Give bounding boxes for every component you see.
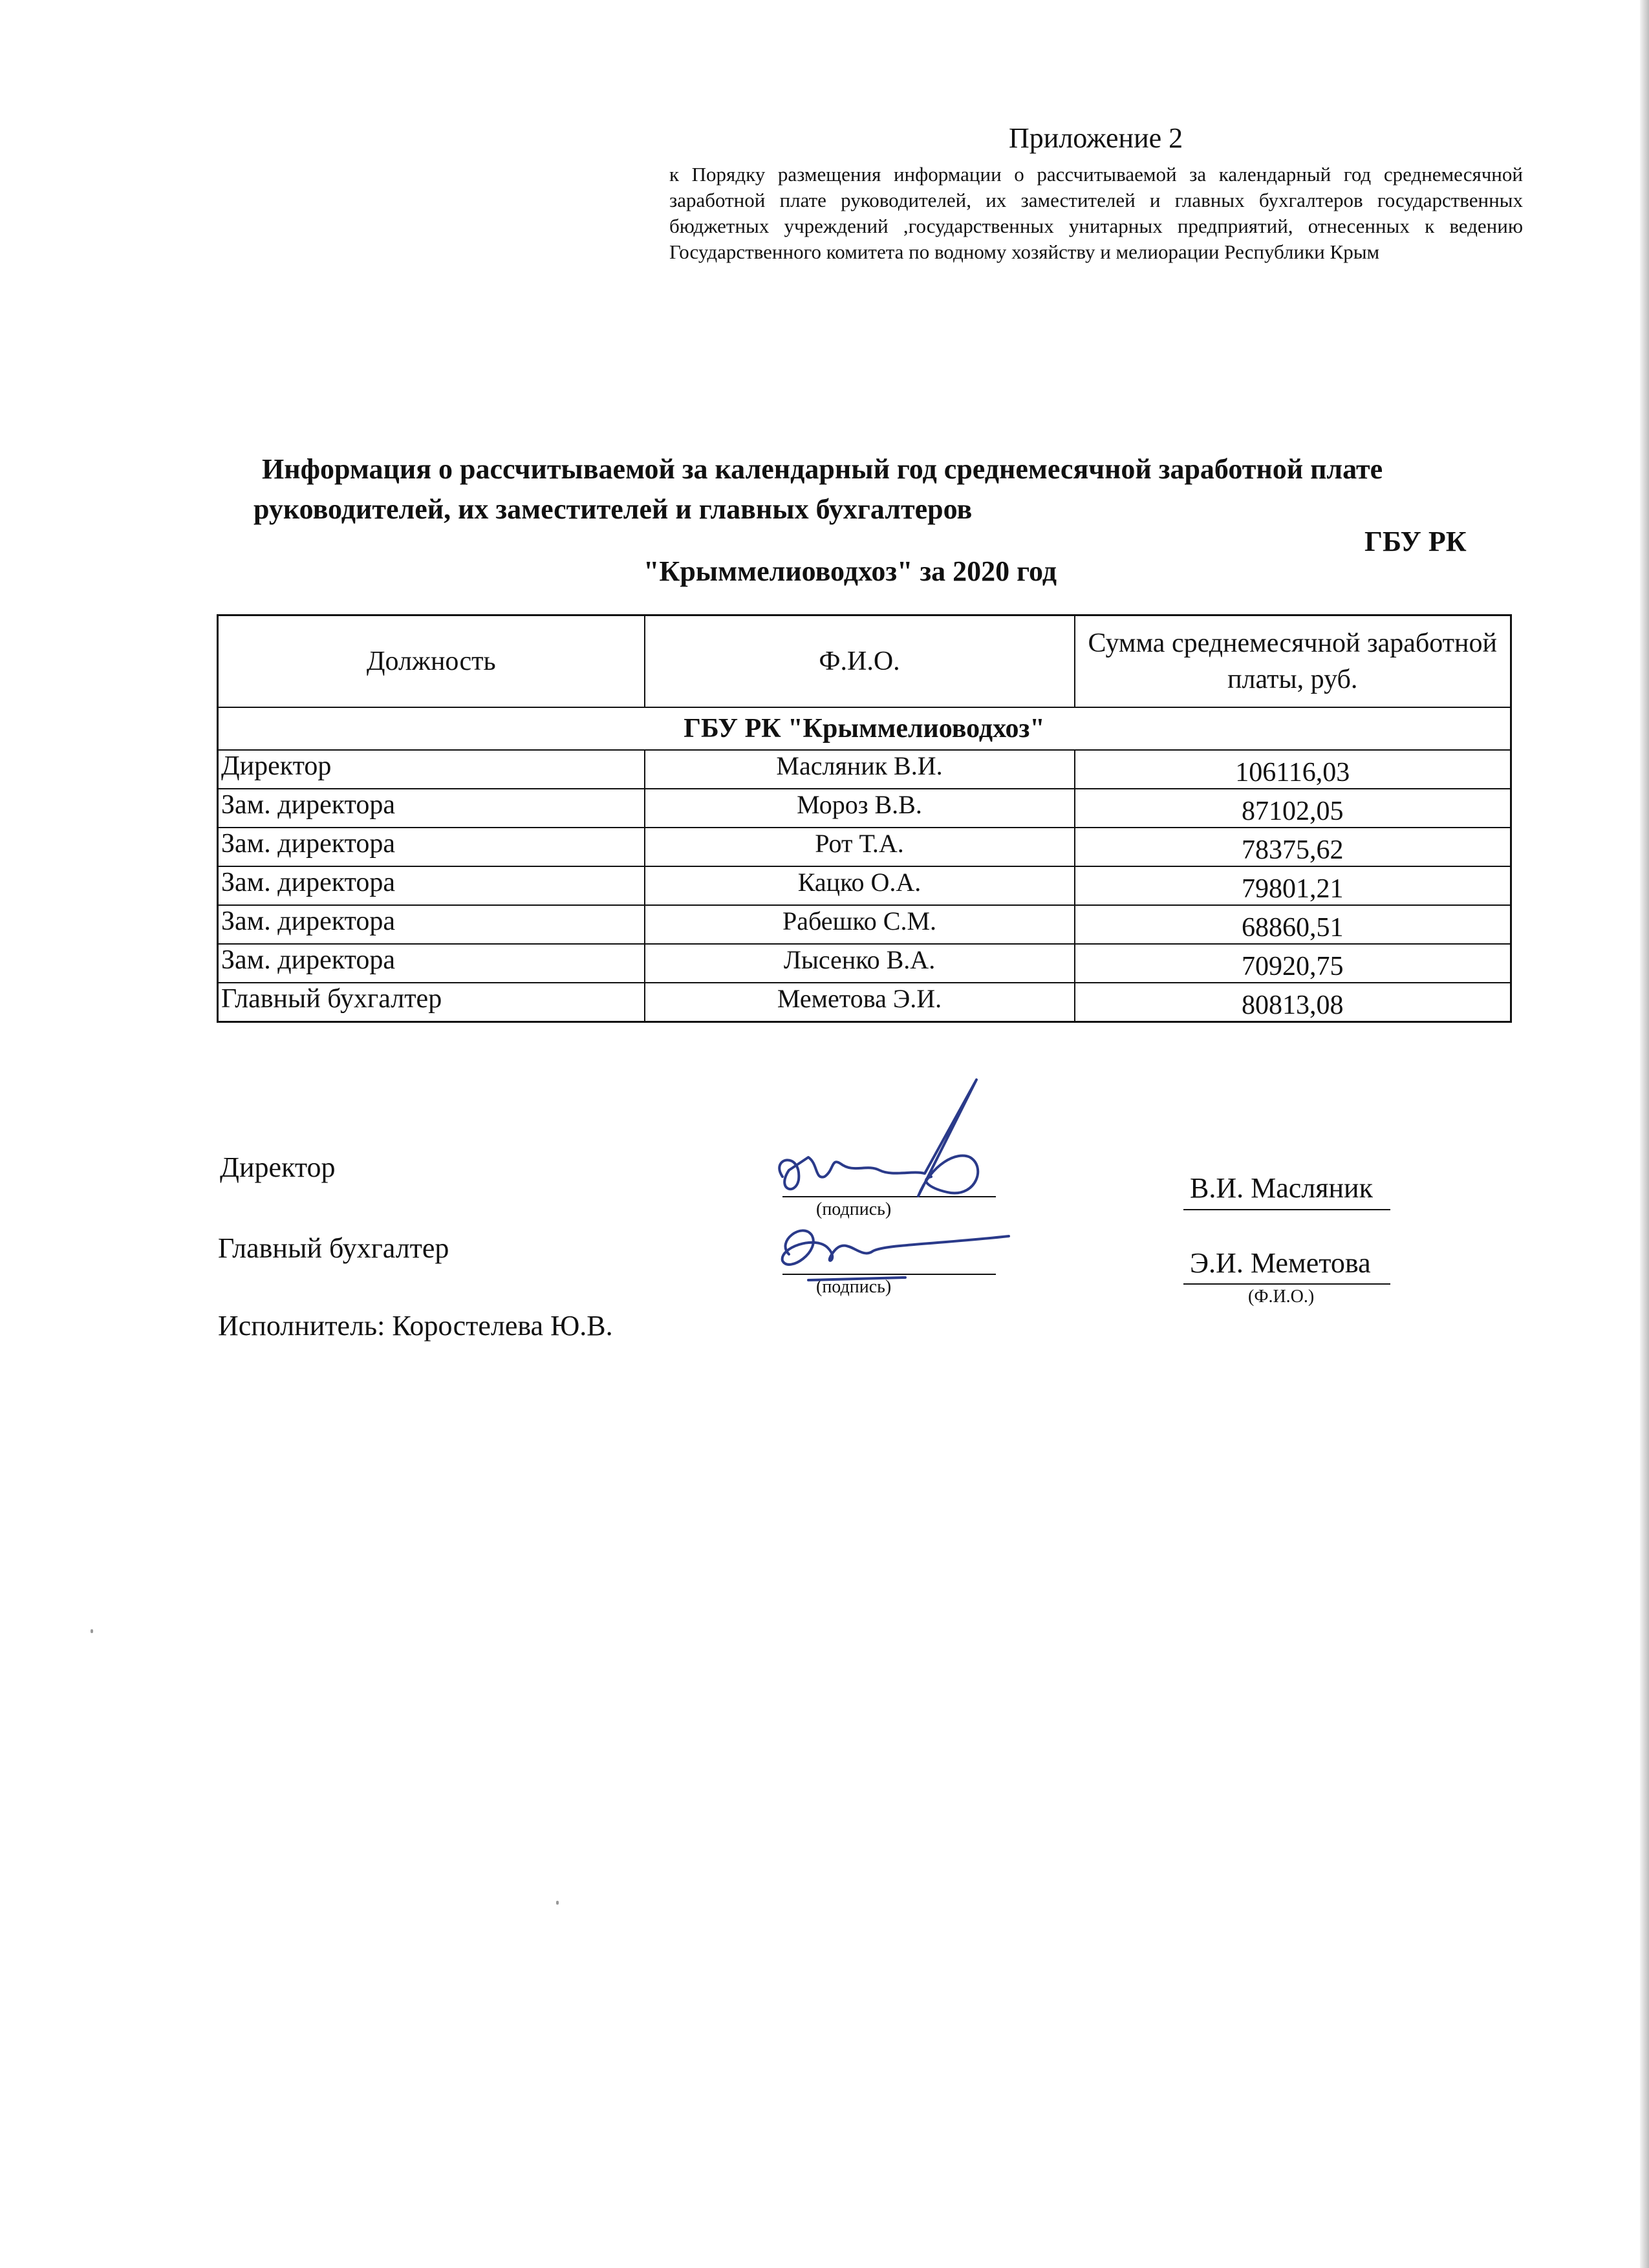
position-cell: Зам. директора [218,905,645,944]
position-cell: Зам. директора [218,944,645,983]
accountant-name: Э.И. Меметова [1190,1247,1371,1279]
table-row [218,905,1511,944]
handwritten-signatures [763,1067,1041,1300]
name-cell: Кацко О.А. [645,866,1075,905]
annex-text: к Порядку размещения информации о рассчитываемой за календарный год среднемесячной заработной плате руководителей, их заместителей и главных бухгалтеров государственных бюджетных учреждений ,государственных унитарных предприятий, отнесенных к ведению Государственного комитета по водному хозяйству и мелиорации Республики Крым [669,163,1523,263]
document-title-line2: руководителей, их заместителей и главных бухгалтеров [253,493,973,525]
director-name-line [1183,1209,1390,1210]
document-title-line3: "Крыммелиоводхоз" за 2020 год [643,555,1057,587]
position-cell: Зам. директора [218,789,645,828]
column-header-amount: Сумма среднемесячной заработной платы, руб. [1075,615,1511,708]
fio-caption: (Ф.И.О.) [1248,1287,1315,1307]
amount-cell: 79801,21 [1075,866,1511,905]
executor-line: Исполнитель: Коростелева Ю.В. [218,1310,613,1342]
amount-cell: 87102,05 [1075,789,1511,828]
signature-caption: (подпись) [816,1199,892,1219]
organization-row [218,707,1511,750]
director-signature-stroke [779,1080,978,1196]
table-row [218,789,1511,828]
name-cell: Рабешко С.М. [645,905,1075,944]
table-row [218,944,1511,983]
document-title-line1: Информация о рассчитываемой за календарный год среднемесячной заработной плате [262,453,1383,485]
amount-cell: 70920,75 [1075,944,1511,983]
name-cell: Меметова Э.И. [645,983,1075,1022]
table-row [218,983,1511,1022]
document-title-org: ГБУ РК [1364,526,1467,557]
scan-edge [1640,0,1649,2268]
amount-cell: 80813,08 [1075,983,1511,1022]
accountant-label: Главный бухгалтер [218,1232,449,1264]
column-header-position: Должность [218,615,645,708]
organization-name: ГБУ РК "Крыммелиоводхоз" [218,707,1511,750]
table-row [218,866,1511,905]
accountant-name-line [1183,1283,1390,1285]
signature-caption: (подпись) [816,1277,892,1297]
salary-table [217,614,1512,1023]
scan-speck [556,1901,559,1905]
name-cell: Мороз В.В. [645,789,1075,828]
name-cell: Масляник В.И. [645,750,1075,789]
director-name: В.И. Масляник [1190,1172,1373,1204]
table-row [218,828,1511,866]
accountant-signature-stroke [782,1230,1009,1265]
table-row [218,750,1511,789]
column-header-name: Ф.И.О. [645,615,1075,708]
position-cell: Директор [218,750,645,789]
accountant-signature-underline [808,1278,905,1280]
director-label: Директор [220,1151,336,1183]
amount-cell: 68860,51 [1075,905,1511,944]
table-header-row [218,615,1511,708]
amount-cell: 78375,62 [1075,828,1511,866]
scan-speck [91,1629,93,1633]
name-cell: Рот Т.А. [645,828,1075,866]
position-cell: Зам. директора [218,828,645,866]
amount-cell: 106116,03 [1075,750,1511,789]
position-cell: Зам. директора [218,866,645,905]
annex-title: Приложение 2 [1009,122,1183,154]
name-cell: Лысенко В.А. [645,944,1075,983]
position-cell: Главный бухгалтер [218,983,645,1022]
